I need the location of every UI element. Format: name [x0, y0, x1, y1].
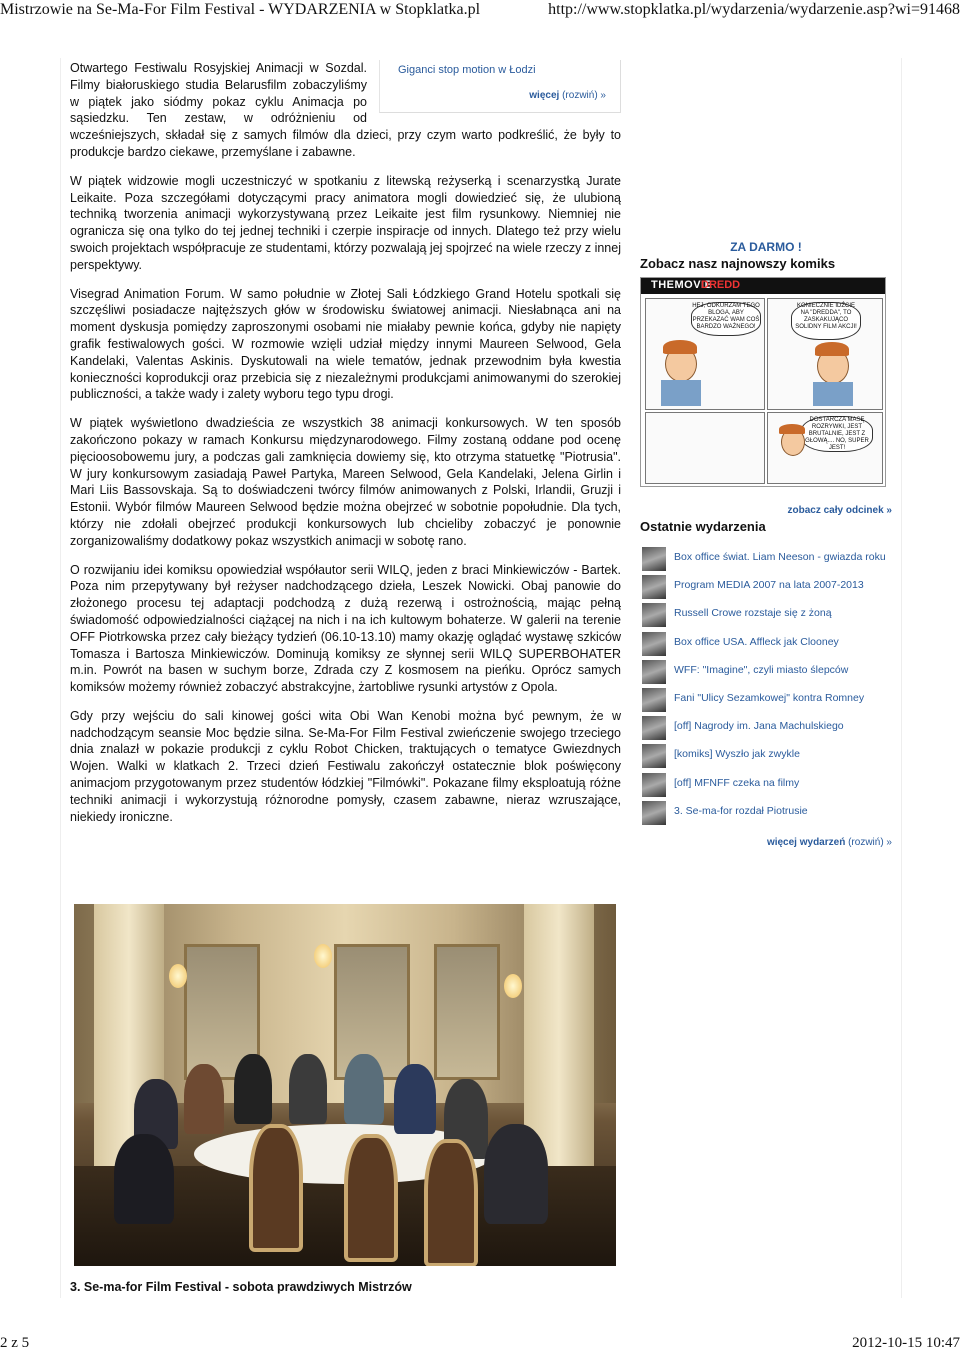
article-paragraph: Visegrad Animation Forum. W samo południe w Złotej Sali Łódzkiego Grand Hotelu spotkali się szczęśliwi posiadacze najtęższych głów w środowisku światowej animacji. Niesłabnąca ani na moment dyskusja pomiędzy zaproszonymi osobami nie miałaby pewnie końca, gdyby nie napięty grafik festiwalowych gości. W rozmowie wzięli udział między innymi Maureen Selwood, Gela Kandelaki, Valentas Askinis. Dyskutowali na wiele tematów, jednak przewodnim była kwestia konieczności koprodukcji oraz przebicia się z niezależnymi produkcjami animowanymi do szerokiej publiczności, a także wady i zalety wyboru tego typu drogi. [70, 286, 621, 402]
sidebar [640, 240, 892, 848]
article-paragraph: W piątek wyświetlono dwadzieścia ze wszystkich 38 animacji konkursowych. W ten sposób zakończono pokazy w ramach Konkursu międzynarodowego. Filmy zostaną oddane pod ocenę pięcioosobowemu jury, a podczas gali zamknięcia dowiemy się, kto otrzyma statuetkę "Piotrusia". W jury konkursowym zasiadają Paweł Partyka, Mareen Selwood, Gela Kandelaki, Jelena Girlin i Mari Liis Bassovskaja. Są to doświadczeni twórcy filmów animowanych z Polski, Irlandii, Gruzji i Estonii. Wybór filmów Maureen Selwood będzie można obejrzeć w sobotnie popołudnie. Dla tych, którzy nie zdołali obejrzeć produkcji konkursowych lub chcieliby zobaczyć je ponownie zorganizowaliśmy dodatkowy pokaz wszystkich animacji w sobotę rano. [70, 416, 621, 548]
event-item[interactable] [640, 547, 892, 575]
article-paragraph: Otwartego Festiwalu Rosyjskiej Animacji w Sozdal. Filmy białoruskiego studia Belarusfilm zobaczyliśmy w piątek jako siódmy pokaz cyklu Animacja po sąsiedzku. Ten zestaw, w odróżnieniu od wcześniejszych, składał się z samych filmów dla dzieci, przy czym warto podkreślić, że były to produkcje bardzo ciekawe, przemyślane i zabawne. [70, 61, 621, 159]
event-thumbnail[interactable] [642, 744, 666, 768]
pdf-page-number: 2 z 5 [0, 1335, 30, 1351]
event-link[interactable]: [off] Nagrody im. Jana Machulskiego [674, 720, 844, 733]
photo-chair [344, 1134, 398, 1262]
event-thumbnail[interactable] [642, 547, 666, 571]
pdf-header [0, 0, 960, 22]
comic-shirt [813, 382, 853, 406]
comic-hair [815, 342, 849, 356]
comic-hair [779, 424, 805, 434]
photo-person [114, 1134, 174, 1224]
events-title: Ostatnie wydarzenia [640, 519, 766, 534]
related-link[interactable]: Giganci stop motion w Łodzi [398, 64, 536, 76]
event-link[interactable]: Program MEDIA 2007 na lata 2007-2013 [674, 579, 864, 592]
event-link[interactable]: Box office świat. Liam Neeson - gwiazda roku [674, 551, 886, 563]
event-link[interactable]: [off] MFNFF czeka na filmy [674, 776, 800, 789]
event-link[interactable]: Box office USA. Affleck jak Clooney [674, 635, 839, 648]
photo-mirror [434, 944, 500, 1080]
event-link[interactable]: 3. Se-ma-for rozdał Piotrusie [674, 804, 808, 817]
event-item[interactable] [640, 744, 892, 772]
event-item[interactable] [640, 716, 892, 744]
event-thumbnail[interactable] [642, 801, 666, 825]
event-thumbnail[interactable] [642, 632, 666, 656]
event-item[interactable] [640, 603, 892, 631]
comic-shirt [661, 380, 701, 406]
photo-person [394, 1064, 436, 1134]
event-thumbnail[interactable] [642, 773, 666, 797]
photo-lamp [314, 944, 332, 968]
festival-photo[interactable] [74, 904, 616, 1266]
event-link[interactable]: [komiks] Wyszło jak zwykle [674, 748, 800, 761]
event-item[interactable] [640, 660, 892, 688]
related-more-link[interactable]: więcej (rozwiń) » [529, 90, 606, 101]
photo-lamp [504, 974, 522, 998]
event-link[interactable]: WFF: "Imagine", czyli miasto ślepców [674, 663, 849, 676]
photo-chair [249, 1124, 303, 1252]
photo-person [234, 1054, 272, 1124]
event-link[interactable]: Russell Crowe rozstaje się z żoną [674, 607, 832, 620]
comic-bubble: HEJ, ODKURZAM TEGO BLOGA, ABY PRZEKAZAĆ WAM COŚ BARDZO WAŻNEGO! [691, 302, 761, 336]
event-item[interactable] [640, 575, 892, 603]
pdf-header-url: http://www.stopklatka.pl/wydarzenia/wydarzenie.asp?wi=91468 [548, 1, 960, 18]
event-thumbnail[interactable] [642, 575, 666, 599]
event-item[interactable] [640, 688, 892, 716]
pdf-datetime: 2012-10-15 10:47 [852, 1335, 960, 1351]
comic-bar-left: THEMOVIE [651, 279, 713, 291]
comic-banner[interactable] [640, 277, 886, 487]
pdf-footer [0, 1333, 960, 1357]
photo-chair [424, 1139, 478, 1266]
comic-bubble: DOSTARCZA MASĘ ROZRYWKI, JEST BRUTALNIE, JEST Z GŁOWĄ.... NO, SUPER JEST! [801, 416, 873, 452]
event-item[interactable] [640, 801, 892, 829]
events-list [640, 547, 892, 829]
pdf-header-title: Mistrzowie na Se-Ma-For Film Festival - WYDARZENIA w Stopklatka.pl [0, 1, 481, 18]
comic-panel [645, 412, 765, 484]
event-item[interactable] [640, 632, 892, 660]
article-paragraph: O rozwijaniu idei komiksu opowiedział współautor serii WILQ, jeden z braci Minkiewiczów - Bartek. Poza nim przepytywany był reżyser nadchodzącego dzieła, Leszek Nowicki. Obaj panowie do złożonego procesu tej adaptacji podchodzą z dużą rezerwą i ostrożnością, mając pełną świadomość odpowiedzialności ciążącej na nich i na ich kultowym bohaterze. W galerii na terenie OFF Piotrkowska przez cały bieżący tydzień (06.10-13.10) mamy okazję oglądać wystawę szkiców Tomasza i Bartosza Minkiewiczów. Dominują komiksy ze słynnej serii WILQ SUPERBOHATER m.in. Powrót na basen w suchym borze, Zdrada czy Z kosmosem na pieńku. Oprócz samych komiksów możemy również zobaczyć abstrakcyjne, żartobliwe rysunki artystów z Opola. [70, 562, 621, 695]
event-thumbnail[interactable] [642, 688, 666, 712]
article-paragraph: Gdy przy wejściu do sali kinowej gości wita Obi Wan Kenobi można być pewnym, że w nadchodzącym seansie Moc będzie silna. Se-Ma-For Film Festival zwieńczenie swojego trzeciego dnia znalazł w pokazie produkcji z cyklu Robot Chicken, traktujących o tematyce Gwiezdnych Wojen. Walki w klatkach 2. Trzeci dzień Festiwalu zakończył ostatecznie blok poświęcony animacjom przygotowanym przez studentów łódzkiej "Filmówki". Pokazane filmy eksploatują różne techniki animacji i wykorzystują różnorodne pomysły, czasem zabawne, nieraz wzruszające, niekiedy ironiczne. [70, 708, 621, 824]
photo-lamp [169, 964, 187, 988]
events-more-link[interactable]: więcej wydarzeń (rozwiń) » [766, 837, 892, 848]
photo-person [289, 1054, 327, 1124]
photo-person [344, 1054, 384, 1124]
article-paragraph: W piątek widzowie mogli uczestniczyć w spotkaniu z litewską reżyserką i scenarzystką Jurate Leikaite. Poza szczegółami dotyczącymi pracy animatora mogli dowiedzieć się, że ulubioną techniką tworzenia animacji wykorzystywaną przez Leikaite jest film rysunkowy. Niemniej nie ogranicza się ona tylko do tej jednej techniki i czerpie inspiracje od innych. Dlatego też przy wielu swoich projektach współpracuje ze studentami, którzy pozwalają jej spojrzeć na wiele rzeczy z innej perspektywy. [70, 173, 621, 272]
promo-subtitle[interactable]: Zobacz nasz najnowszy komiks [640, 256, 836, 271]
article-body [70, 60, 621, 837]
event-item[interactable] [640, 773, 892, 801]
events-all-link[interactable]: zobacz cały odcinek » [787, 505, 892, 516]
promo-title[interactable]: ZA DARMO ! [730, 240, 802, 254]
comic-title-bar [641, 278, 885, 294]
photo-person [184, 1064, 224, 1134]
photo-person [484, 1124, 548, 1224]
comic-hair [663, 340, 697, 354]
comic-bubble: KONIECZNIE IDŹCIE NA "DREDDA", TO ZASKAKUJĄCO SOLIDNY FILM AKCJI! [791, 302, 861, 340]
event-thumbnail[interactable] [642, 716, 666, 740]
event-thumbnail[interactable] [642, 660, 666, 684]
comic-bar-right: DREDD [701, 279, 741, 291]
photo-caption: 3. Se-ma-for Film Festival - sobota prawdziwych Mistrzów [70, 1280, 412, 1294]
event-thumbnail[interactable] [642, 603, 666, 627]
event-link[interactable]: Fani "Ulicy Sezamkowej" kontra Romney [674, 691, 865, 704]
related-box [379, 60, 621, 113]
